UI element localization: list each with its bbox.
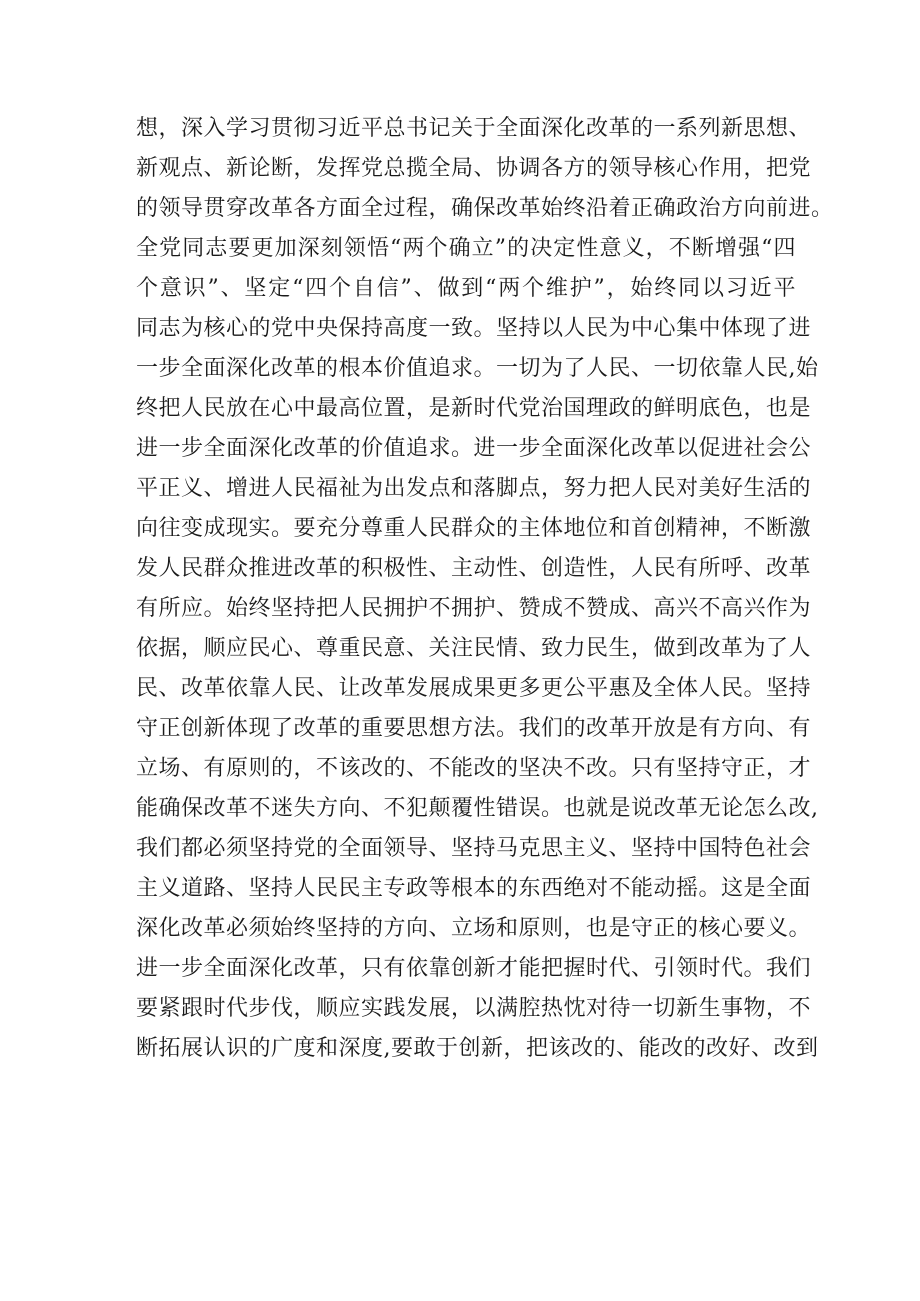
text-line-9: 进一步全面深化改革的价值追求。进一步全面深化改革以促进社会公	[136, 436, 812, 461]
text-line-4: 全党同志要更加深刻领悟“两个确立”的决定性意义，不断增强“四	[136, 236, 796, 261]
text-line-23: 要紧跟时代步伐，顺应实践发展，以满腔热忱对待一切新生事物，不	[136, 996, 812, 1021]
text-line-3: 的领导贯穿改革各方面全过程，确保改革始终沿着正确政治方向前进。	[136, 196, 834, 221]
body-text	[136, 109, 834, 1069]
text-line-17: 立场、有原则的，不该改的、不能改的坚决不改。只有坚持守正，才	[136, 756, 812, 781]
text-line-12: 发人民群众推进改革的积极性、主动性、创造性，人民有所呼、改革	[136, 556, 812, 581]
text-line-22: 进一步全面深化改革，只有依靠创新才能把握时代、引领时代。我们	[136, 956, 812, 981]
text-line-2: 新观点、新论断，发挥党总揽全局、协调各方的领导核心作用，把党	[136, 156, 812, 181]
text-line-21: 深化改革必须始终坚持的方向、立场和原则，也是守正的核心要义。	[136, 916, 812, 941]
text-line-15: 民、改革依靠人民、让改革发展成果更多更公平惠及全体人民。坚持	[136, 676, 812, 701]
text-line-7: 一步全面深化改革的根本价值追求。一切为了人民、一切依靠人民,始	[136, 356, 819, 381]
text-line-24: 断拓展认识的广度和深度,要敢于创新，把该改的、能改的改好、改到	[136, 1036, 819, 1061]
text-line-18: 能确保改革不迷失方向、不犯颠覆性错误。也就是说改革无论怎么改,	[136, 796, 819, 821]
text-line-20: 主义道路、坚持人民民主专政等根本的东西绝对不能动摇。这是全面	[136, 876, 812, 901]
text-line-13: 有所应。始终坚持把人民拥护不拥护、赞成不赞成、高兴不高兴作为	[136, 596, 812, 621]
text-line-5: 个意识”、坚定“四个自信”、做到“两个维护”，始终同以习近平	[136, 276, 796, 301]
text-line-19: 我们都必须坚持党的全面领导、坚持马克思主义、坚持中国特色社会	[136, 836, 812, 861]
text-line-10: 平正义、增进人民福祉为出发点和落脚点，努力把人民对美好生活的	[136, 476, 812, 501]
text-line-14: 依据，顺应民心、尊重民意、关注民情、致力民生，做到改革为了人	[136, 636, 812, 661]
text-line-11: 向往变成现实。要充分尊重人民群众的主体地位和首创精神，不断激	[136, 516, 812, 541]
text-line-1: 想，深入学习贯彻习近平总书记关于全面深化改革的一系列新思想、	[136, 116, 812, 141]
text-line-6: 同志为核心的党中央保持高度一致。坚持以人民为中心集中体现了进	[136, 316, 812, 341]
text-line-8: 终把人民放在心中最高位置，是新时代党治国理政的鲜明底色，也是	[136, 396, 812, 421]
text-line-16: 守正创新体现了改革的重要思想方法。我们的改革开放是有方向、有	[136, 716, 812, 741]
